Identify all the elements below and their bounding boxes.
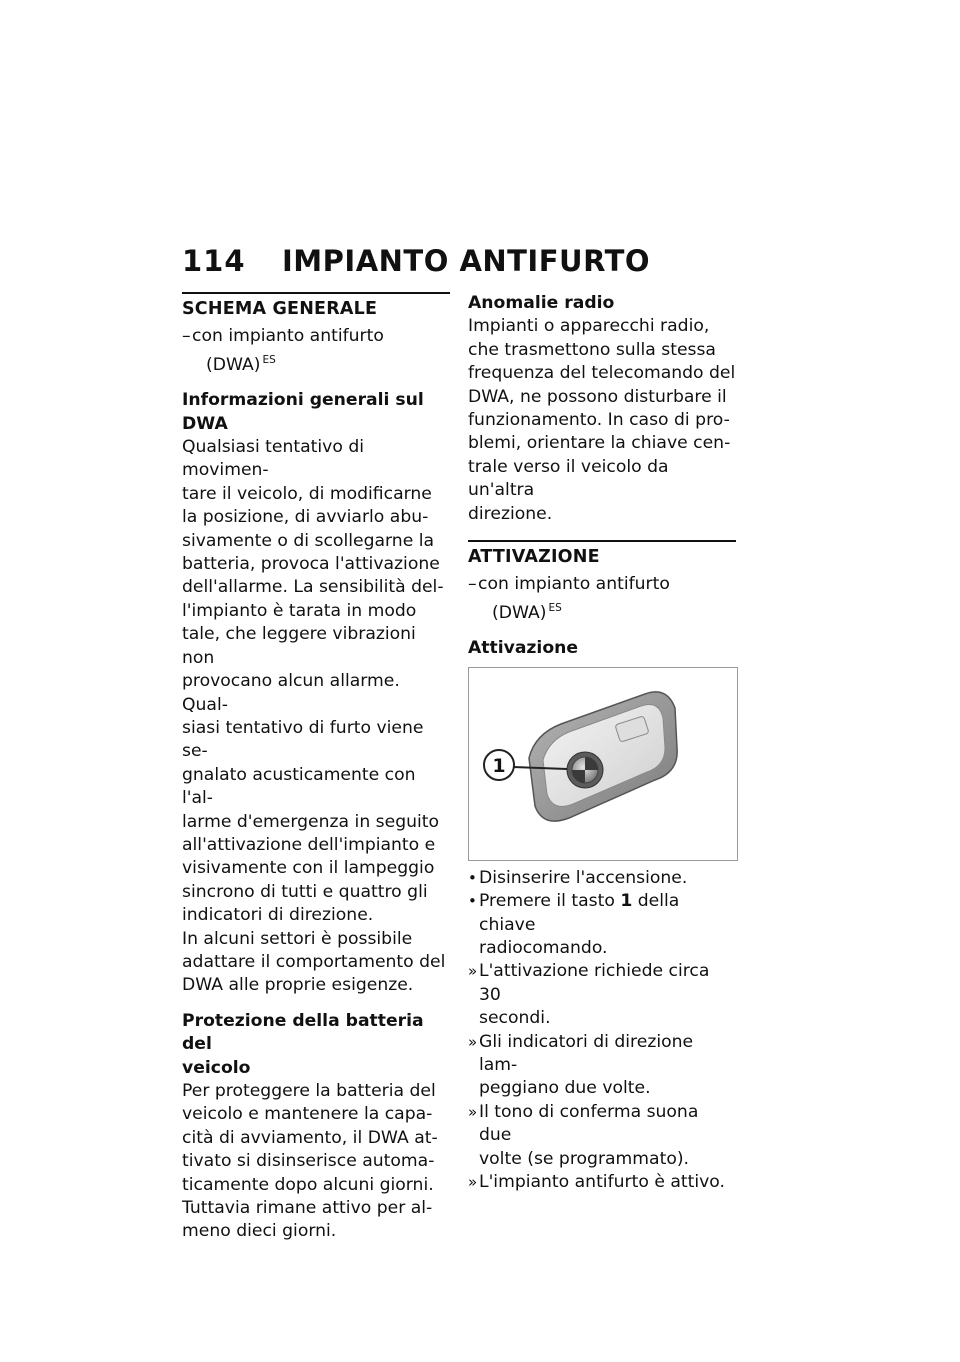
- text-line: direzione.: [468, 503, 553, 524]
- step-text: volte (se programmato).: [479, 1148, 690, 1169]
- availability-text: con impianto antifurto: [478, 574, 670, 595]
- step-marker: »: [468, 962, 478, 981]
- text-line: larme d'emergenza in seguito: [182, 811, 440, 832]
- logo-button-icon: [567, 752, 603, 788]
- text-line: DWA alle proprie esigenze.: [182, 975, 414, 996]
- right-column: [468, 292, 736, 1194]
- text-line: veicolo e mantenere la capa-: [182, 1104, 433, 1125]
- dash-marker: –: [182, 326, 191, 347]
- step-marker: •: [468, 868, 477, 887]
- section-heading-attivazione: ATTIVAZIONE: [468, 540, 736, 569]
- availability-note-2: [468, 573, 736, 625]
- text-line: Qualsiasi tentativo di movimen-: [182, 437, 365, 481]
- key-fob-illustration: [469, 668, 737, 860]
- step-text: Premere il tasto: [479, 891, 621, 912]
- text-line: Tuttavia rimane attivo per al-: [182, 1198, 433, 1219]
- action-step: [468, 890, 736, 960]
- info-paragraph: [182, 436, 450, 928]
- button-reference: 1: [620, 891, 633, 912]
- text-line: gnalato acusticamente con l'al-: [182, 764, 416, 809]
- availability-dwa: (DWA): [206, 354, 261, 375]
- subheading-activation: Attivazione: [468, 638, 579, 659]
- step-text: Il tono di conferma suona due: [479, 1101, 699, 1146]
- text-line: funzionamento. In caso di pro-: [468, 410, 730, 431]
- step-text: della chiave: [479, 891, 680, 935]
- result-step: [468, 960, 736, 1030]
- text-line: adattare il comportamento del: [182, 951, 446, 972]
- text-line: frequenza del telecomando del: [468, 363, 736, 384]
- step-marker: »: [468, 1102, 478, 1121]
- dash-marker: –: [468, 574, 477, 595]
- step-marker: »: [468, 1032, 478, 1051]
- step-text: secondi.: [479, 1008, 551, 1029]
- text-line: sincrono di tutti e quattro gli: [182, 881, 428, 902]
- text-line: Impianti o apparecchi radio,: [468, 316, 710, 337]
- text-line: tivato si disinserisce automa-: [182, 1151, 435, 1172]
- text-line: blemi, orientare la chiave cen-: [468, 433, 731, 454]
- left-column: [182, 292, 450, 1244]
- text-line: DWA, ne possono disturbare il: [468, 386, 727, 407]
- step-text: peggiano due volte.: [479, 1078, 651, 1099]
- availability-text: con impianto antifurto: [192, 326, 384, 347]
- text-line: provocano alcun allarme. Qual-: [182, 671, 400, 715]
- subheading-battery-protection: [182, 1010, 450, 1080]
- text-line: l'impianto è tarata in modo: [182, 600, 417, 621]
- text-line: ticamente dopo alcuni giorni.: [182, 1174, 434, 1195]
- radio-paragraph: [468, 315, 736, 526]
- availability-note: [182, 325, 450, 377]
- key-fob-figure: [468, 667, 738, 861]
- step-marker: •: [468, 892, 477, 911]
- text-line: la posizione, di avviarlo abu-: [182, 507, 429, 528]
- key-fob-body: [529, 692, 677, 821]
- text-line: all'attivazione dell'impianto e: [182, 834, 436, 855]
- callout-1: [484, 750, 514, 780]
- text-line: che trasmettono sulla stessa: [468, 339, 716, 360]
- page-header: [182, 244, 650, 278]
- text-line: In alcuni settori è possibile: [182, 928, 413, 949]
- step-text: Gli indicatori di direzione lam-: [479, 1031, 694, 1075]
- step-text: L'impianto antifurto è attivo.: [479, 1171, 725, 1192]
- text-line: dell'allarme. La sensibilità del-: [182, 577, 444, 598]
- availability-sup: ES: [548, 601, 562, 614]
- text-line: tare il veicolo, di modificarne: [182, 483, 432, 504]
- availability-dwa: (DWA): [492, 602, 547, 623]
- subheading-radio-anomalies: Anomalie radio: [468, 293, 615, 313]
- text-line: sivamente o di scollegarne la: [182, 530, 435, 551]
- page-number: 114: [182, 244, 246, 278]
- availability-sup: ES: [262, 353, 276, 366]
- section-heading-schema-generale: SCHEMA GENERALE: [182, 292, 450, 321]
- subheading-info-dwa: Informazioni generali sul DWA: [182, 390, 424, 434]
- result-step: [468, 1101, 736, 1171]
- text-line: Protezione della batteria del: [182, 1010, 424, 1055]
- text-line: indicatori di direzione.: [182, 905, 374, 926]
- text-line: trale verso il veicolo da un'altra: [468, 456, 669, 501]
- action-step: [468, 867, 736, 890]
- text-line: visivamente con il lampeggio: [182, 858, 435, 879]
- text-line: Per proteggere la batteria del: [182, 1081, 436, 1101]
- text-line: tale, che leggere vibrazioni non: [182, 624, 416, 668]
- info-paragraph-2: [182, 928, 450, 998]
- text-line: cità di avviamento, il DWA at-: [182, 1127, 438, 1148]
- result-step: [468, 1171, 736, 1194]
- result-step: [468, 1031, 736, 1101]
- step-text: radiocomando.: [479, 937, 608, 958]
- callout-number: 1: [492, 754, 506, 777]
- activation-steps: [468, 867, 736, 1195]
- step-text: L'attivazione richiede circa 30: [479, 961, 710, 1005]
- battery-paragraph: [182, 1080, 450, 1244]
- step-marker: »: [468, 1172, 478, 1191]
- step-text: Disinserire l'accensione.: [479, 867, 688, 888]
- page-title: IMPIANTO ANTIFURTO: [282, 244, 651, 278]
- text-line: meno dieci giorni.: [182, 1221, 337, 1242]
- text-line: veicolo: [182, 1057, 251, 1078]
- text-line: batteria, provoca l'attivazione: [182, 554, 440, 575]
- text-line: siasi tentativo di furto viene se-: [182, 717, 424, 762]
